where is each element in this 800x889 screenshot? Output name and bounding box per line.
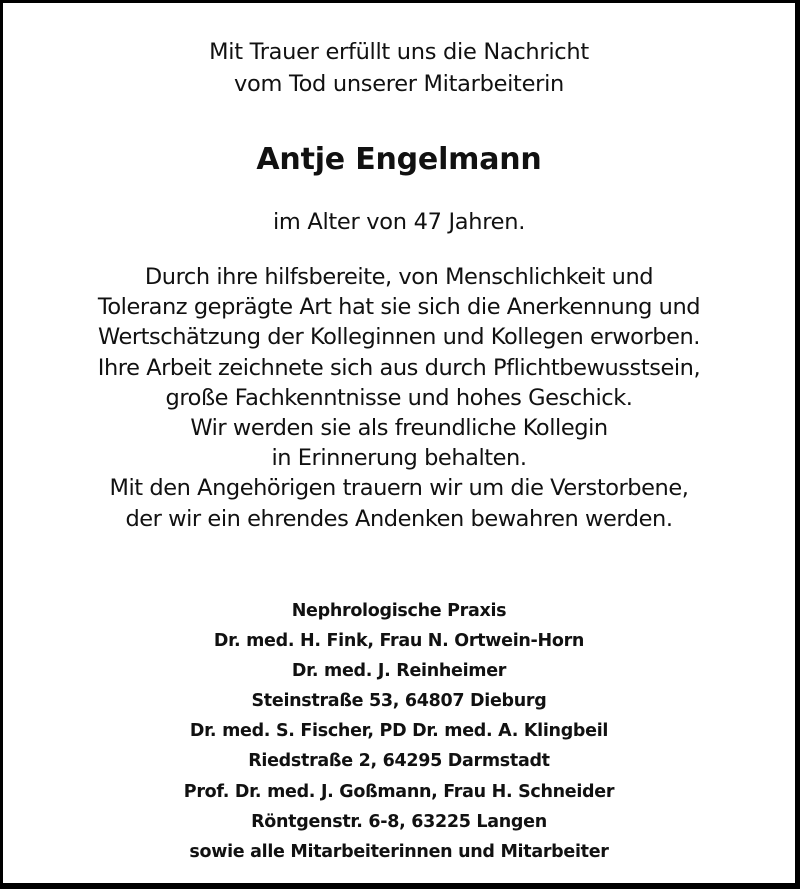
intro-text <box>3 36 795 100</box>
address-line: Röntgenstr. 6-8, 63225 Langen <box>251 811 547 832</box>
intro-line: vom Tod unserer Mitarbeiterin <box>234 71 564 97</box>
tribute-text <box>3 262 795 534</box>
signatory-line: Prof. Dr. med. J. Goßmann, Frau H. Schneider <box>183 781 615 802</box>
signatory-line: Dr. med. J. Reinheimer <box>291 661 507 682</box>
tribute-line: Wertschätzung der Kolleginnen und Kollegen erworben. <box>97 324 701 351</box>
tribute-line: der wir ein ehrendes Andenken bewahren werden. <box>125 505 673 532</box>
tribute-line: große Fachkenntnisse und hohes Geschick. <box>165 384 633 411</box>
tribute-line: in Erinnerung behalten. <box>271 445 527 472</box>
age-line: im Alter von 47 Jahren. <box>272 209 526 235</box>
practice-name: Nephrologische Praxis <box>291 601 507 621</box>
signatory-line: Dr. med. H. Fink, Frau N. Ortwein-Horn <box>213 631 585 652</box>
address-line: Riedstraße 2, 64295 Darmstadt <box>248 751 550 772</box>
intro-line: Mit Trauer erfüllt uns die Nachricht <box>209 39 589 65</box>
tribute-line: Ihre Arbeit zeichnete sich aus durch Pflichtbewusstsein, <box>97 354 701 381</box>
tribute-line: Wir werden sie als freundliche Kollegin <box>190 415 608 442</box>
signature-block <box>3 596 795 867</box>
signatory-line: Dr. med. S. Fischer, PD Dr. med. A. Klingbeil <box>189 721 609 742</box>
tribute-line: Durch ihre hilfsbereite, von Menschlichkeit und <box>144 264 654 290</box>
address-line: Steinstraße 53, 64807 Dieburg <box>251 691 547 712</box>
tribute-line: Mit den Angehörigen trauern wir um die Verstorbene, <box>109 475 689 502</box>
deceased-name: Antje Engelmann <box>256 142 542 177</box>
staff-line: sowie alle Mitarbeiterinnen und Mitarbeiter <box>189 841 609 862</box>
tribute-line: Toleranz geprägte Art hat sie sich die Anerkennung und <box>97 294 701 321</box>
